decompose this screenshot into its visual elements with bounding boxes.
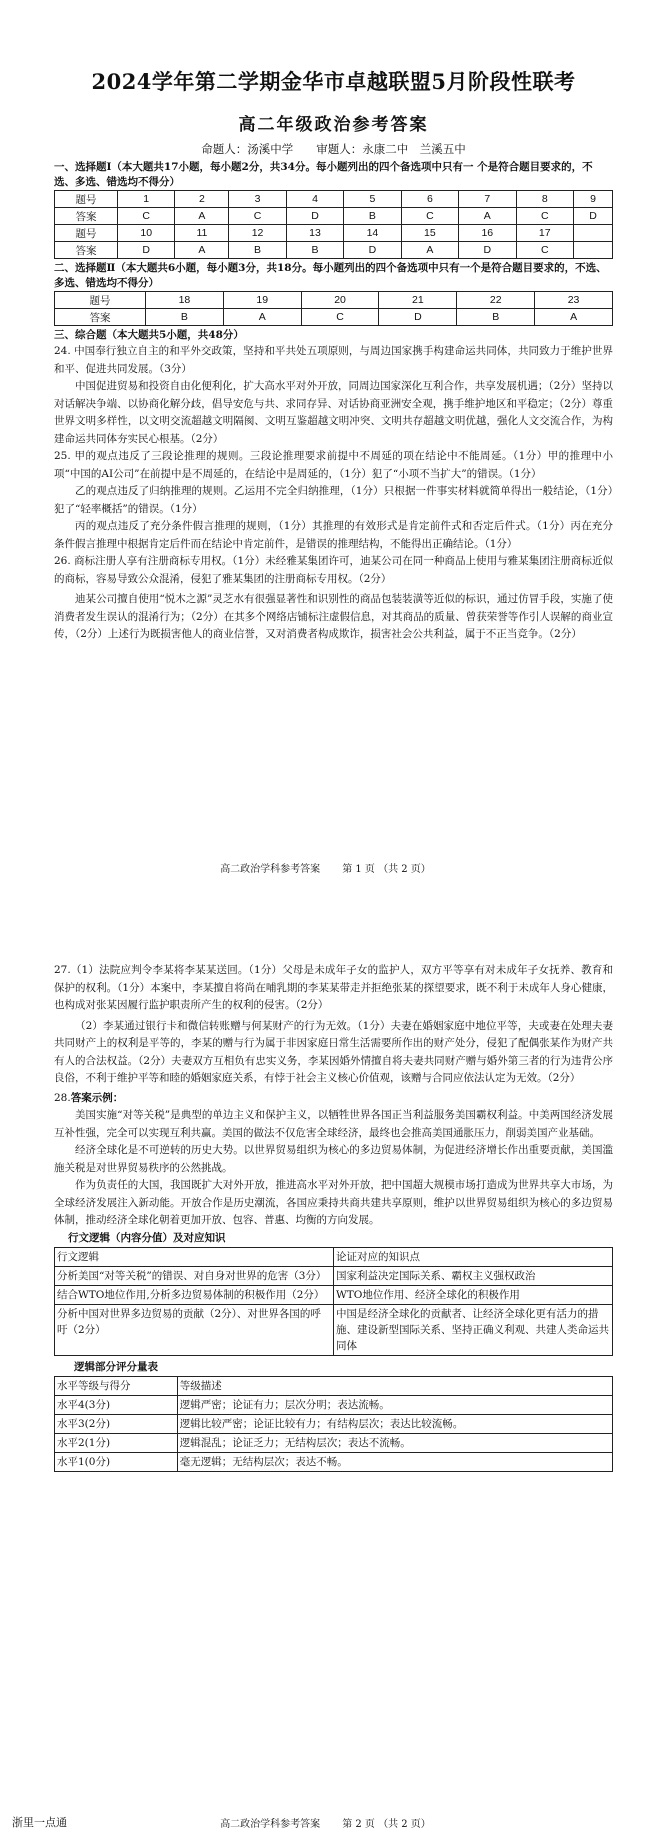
section2-heading: 二、选择题Ⅱ（本大题共6小题，每小题3分，共18分。每小题列出的四个备选项中只有一个是符合题目要求的，不选、多选、错选均不得分） — [54, 262, 607, 289]
q26-body: 迪某公司擅自使用“悦木之源”灵芝水有很强显著性和识别性的商品包装装潢等近似的标识，通过仿冒手段，实施了使消费者发生误认的混淆行为；（2分）在其多个网络店铺标注虚假信息，对其商品的质量、曾获荣誉等作引人误解的商业宣传，（2分）上述行为既损害他人的商业信誉，又对消费者构成欺诈，损害社会公共利益，属于不正当竞争。（2分） — [54, 593, 613, 640]
table-row: 水平等级与得分 等级描述 — [55, 1376, 613, 1395]
q25-part2: 乙的观点违反了归纳推理的规则。乙运用不完全归纳推理，（1分）只根据一件事实材料就简单得出一般结论，（1分）犯了“轻率概括”的错误。（1分） — [54, 485, 613, 515]
exam-title: 2024学年第二学期金华市卓越联盟5月阶段性联考 — [91, 69, 576, 94]
watermark-label: 浙里一点通 — [12, 1816, 67, 1829]
logic-heading: 行文逻辑（内容分值）及对应知识 — [68, 1231, 226, 1244]
section1-answer-table — [54, 190, 613, 259]
table-row: 水平3(2分) 逻辑比较严密；论证比较有力；有结构层次；表达比较流畅。 — [55, 1414, 613, 1433]
table-row: 结合WTO地位作用,分析多边贸易体制的积极作用（2分） WTO地位作用、经济全球化的积极作用 — [55, 1285, 613, 1304]
answer-subtitle: 高二年级政治参考答案 — [238, 115, 429, 135]
q28-paragraph: 经济全球化是不可逆转的历史大势。以世界贸易组织为核心的多边贸易体制，为促进经济增长作出重要贡献，美国滥施关税是对世界贸易秩序的公然挑战。 — [54, 1144, 613, 1174]
table-row: 题号 1 2 3 4 5 6 7 8 9 — [55, 191, 613, 208]
q25-part3: 丙的观点违反了充分条件假言推理的规则，（1分）其推理的有效形式是肯定前件式和否定后件式。（1分）丙在充分条件假言推理中根据肯定后件而在结论中肯定前件，是错误的推理结构，不能得出正确结论。（1分） — [54, 520, 613, 550]
page-2 — [0, 920, 651, 1842]
table-row: 行文逻辑 论证对应的知识点 — [55, 1247, 613, 1266]
table-row: 题号 18 19 20 21 22 23 — [55, 292, 613, 309]
q27-part2: （2）李某通过银行卡和微信转账赠与何某财产的行为无效。（1分）夫妻在婚姻家庭中地位平等，夫或妻在处理夫妻共同财产上的权利是平等的，李某的赠与行为属于非因家庭日常生活需要所作出的财产处分，侵犯了配偶张某作为财产共有人的合法权益。（2分）夫妻双方互相负有忠实义务，李某因婚外情擅自将夫妻共同财产赠与婚外第三者的行为违背公序良俗，不利于维护平等和睦的婚姻家庭关系，有悖于社会主义核心价值观，该赠与合同应依法认定为无效。（2分） — [54, 1019, 613, 1084]
logic-table — [54, 1247, 613, 1356]
page-1 — [0, 0, 651, 920]
table-row: 水平4(3分) 逻辑严密；论证有力；层次分明；表达流畅。 — [55, 1395, 613, 1414]
q27-part1: 27.（1）法院应判令李某将李某某送回。（1分）父母是未成年子女的监护人，双方平等享有对未成年子女抚养、教育和保护的权利。（1分）本案中，李某擅自将尚在哺乳期的李某某带走并拒绝张某的探望要求，既不利于未成年人身心健康，也构成对张某因履行监护职责所产生的权利的侵害。（2分） — [54, 964, 613, 1011]
q28-paragraph: 美国实施“对等关税”是典型的单边主义和保护主义，以牺牲世界各国正当利益服务美国霸权利益。中美两国经济发展互补性强，完全可以实现互利共赢。美国的做法不仅危害全球经济，最终也会推高美国通胀压力，削弱美国产业基础。 — [54, 1109, 613, 1139]
table-row: 分析中国对世界多边贸易的贡献（2分）、对世界各国的呼吁（2分） 中国是经济全球化的贡献者、让经济全球化更有活力的措施、建设新型国际关系、坚持正确义利观、共建人类命运共同体 — [55, 1304, 613, 1355]
q24-body: 中国促进贸易和投资自由化便利化，扩大高水平对外开放，同周边国家深化互利合作，共享发展机遇；（2分）坚持以对话解决争端、以协商化解分歧，倡导安危与共、求同存异、对话协商亚洲安全观，携手维护地区和平稳定；（2分）尊重世界文明多样性，以文明交流超越文明隔阂、文明互鉴超越文明冲突、文明共存超越文明优越，强化人文交流合作，为构建命运共同体夯实民心根基。（2分） — [54, 380, 613, 445]
authors-line: 命题人：汤溪中学 审题人：永康二中 兰溪五中 — [201, 142, 466, 156]
table-row: 水平2(1分) 逻辑混乱；论证乏力；无结构层次；表达不流畅。 — [55, 1433, 613, 1452]
scoring-table — [54, 1376, 613, 1472]
table-row: 水平1(0分) 毫无逻辑；无结构层次；表达不畅。 — [55, 1452, 613, 1471]
section1-heading: 一、选择题Ⅰ（本大题共17小题，每小题2分，共34分。每小题列出的四个备选项中只有一 个是符合题目要求的，不选、多选、错选均不得分） — [54, 161, 593, 188]
q28-paragraph: 作为负责任的大国，我国既扩大对外开放，推进高水平对外开放，把中国超大规模市场打造成为世界共享大市场，为全球经济发展注入新动能。开放合作是历史潮流，各国应秉持共商共建共享原则，维护以世界贸易组织为核心的多边贸易体制，推动经济全球化朝着更加开放、包容、普惠、均衡的方向发展。 — [54, 1179, 613, 1226]
table-row: 题号 10 11 12 13 14 15 16 17 — [55, 225, 613, 242]
table-row: 分析美国“对等关税”的错误、对自身对世界的危害（3分） 国家利益决定国际关系、霸权主义强权政治 — [55, 1266, 613, 1285]
q26-intro: 26. 商标注册人享有注册商标专用权。（1分）未经雅某集团许可，迪某公司在同一种商品上使用与雅某集团注册商标近似的商标，容易导致公众混淆，侵犯了雅某集团的注册商标专用权。（2分） — [54, 555, 613, 585]
q25-intro: 25. 甲的观点违反了三段论推理的规则。三段论推理要求前提中不周延的项在结论中不能周延。（1分）甲的推理中小项“中国的AI公司”在前提中是不周延的，在结论中是周延的，（1分）犯了“小项不当扩大”的错误。（1分） — [54, 450, 613, 480]
page-footer: 高二政治学科参考答案 第 1 页 （共 2 页） — [220, 864, 431, 875]
section2-answer-table — [54, 291, 613, 326]
table-row: 答案 D A B B D A D C — [55, 242, 613, 259]
page-footer: 高二政治学科参考答案 第 2 页 （共 2 页） — [220, 1819, 431, 1830]
q24-intro: 24. 中国奉行独立自主的和平外交政策，坚持和平共处五项原则，与周边国家携手构建命运共同体，共同致力于维护世界和平、促进共同发展。（3分） — [54, 345, 613, 375]
table-row: 答案 C A C D B C A C D — [55, 208, 613, 225]
table-row: 答案 B A C D B A — [55, 309, 613, 326]
q28-heading: 28.答案示例： — [54, 1091, 124, 1104]
section3-heading: 三、综合题（本大题共5小题，共48分） — [54, 329, 244, 341]
scoring-heading: 逻辑部分评分量表 — [74, 1360, 158, 1373]
